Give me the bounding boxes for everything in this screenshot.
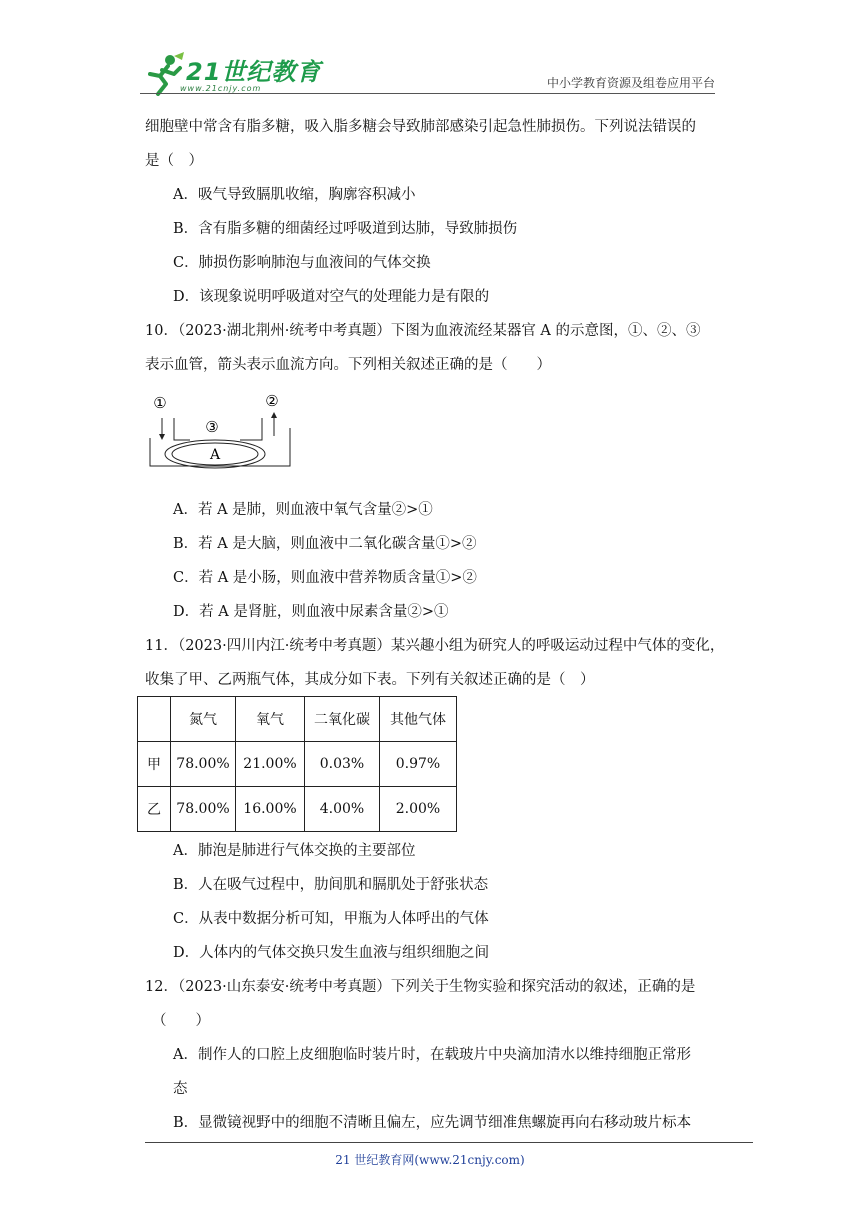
page-header <box>140 44 715 96</box>
table-header-row <box>138 697 457 742</box>
q9-option-c: C．肺损伤影响肺泡与血液间的气体交换 <box>173 255 431 271</box>
q12-stem-line1: 12．（2023·山东泰安·统考中考真题）下列关于生物实验和探究活动的叙述，正确的是 <box>145 979 696 995</box>
q11-stem-line2: 收集了甲、乙两瓶气体，其成分如下表。下列有关叙述正确的是（ ） <box>145 672 595 688</box>
logo-text: 21世纪教育 <box>186 58 322 86</box>
q9-option-d: D．该现象说明呼吸道对空气的处理能力是有限的 <box>173 289 490 305</box>
header-divider <box>140 93 715 94</box>
table-header-cell: 二氧化碳 <box>305 697 380 742</box>
table-cell: 0.97% <box>380 742 457 787</box>
q10-stem-line2: 表示血管，箭头表示血流方向。下列相关叙述正确的是（ ） <box>145 357 551 373</box>
q9-stem-line1: 细胞壁中常含有脂多糖，吸入脂多糖会导致肺部感染引起急性肺损伤。下列说法错误的 <box>145 119 696 135</box>
q11-option-d: D．人体内的气体交换只发生血液与组织细胞之间 <box>173 945 490 961</box>
q12-option-b: B．显微镜视野中的细胞不清晰且偏左，应先调节细准焦螺旋再向右移动玻片标本 <box>173 1115 692 1131</box>
blood-flow-diagram <box>140 388 300 474</box>
table-cell: 78.00% <box>171 787 236 832</box>
q11-option-b: B．人在吸气过程中，肋间肌和膈肌处于舒张状态 <box>173 877 489 893</box>
table-cell: 16.00% <box>236 787 305 832</box>
q9-stem-line2: 是（ ） <box>145 153 203 169</box>
q10-option-d: D．若 A 是肾脏，则血液中尿素含量②>① <box>173 604 449 620</box>
table-row <box>138 787 457 832</box>
vessel-label-3: ③ <box>205 418 219 436</box>
vessel-label-2: ② <box>265 392 279 410</box>
table-header-cell: 氮气 <box>171 697 236 742</box>
table-cell: 甲 <box>138 742 171 787</box>
header-tagline: 中小学教育资源及组卷应用平台 <box>546 76 715 90</box>
footer-divider <box>145 1142 753 1143</box>
table-header-cell: 氧气 <box>236 697 305 742</box>
table-cell: 4.00% <box>305 787 380 832</box>
q10-option-b: B．若 A 是大脑，则血液中二氧化碳含量①>② <box>173 536 477 552</box>
q9-option-b: B．含有脂多糖的细菌经过呼吸道到达肺，导致肺损伤 <box>173 221 518 237</box>
table-cell: 0.03% <box>305 742 380 787</box>
q11-option-c: C．从表中数据分析可知，甲瓶为人体呼出的气体 <box>173 911 489 927</box>
q9-option-a: A．吸气导致膈肌收缩，胸廓容积减小 <box>173 187 416 203</box>
q10-option-a: A．若 A 是肺，则血液中氧气含量②>① <box>173 502 433 518</box>
gas-composition-table <box>137 696 457 832</box>
table-header-cell <box>138 697 171 742</box>
q12-option-a-line2: 态 <box>173 1081 188 1097</box>
q11-stem-line1: 11．（2023·四川内江·统考中考真题）某兴趣小组为研究人的呼吸运动过程中气体的变化， <box>145 638 725 654</box>
table-header-cell: 其他气体 <box>380 697 457 742</box>
table-cell: 2.00% <box>380 787 457 832</box>
q12-stem-line2: （ ） <box>152 1013 210 1029</box>
footer-text: 21 世纪教育网(www.21cnjy.com) <box>335 1153 525 1167</box>
logo-url: www.21cnjy.com <box>180 84 262 93</box>
q11-option-a: A．肺泡是肺进行气体交换的主要部位 <box>173 843 416 859</box>
organ-label: A <box>209 447 221 463</box>
table-cell: 78.00% <box>171 742 236 787</box>
table-cell: 乙 <box>138 787 171 832</box>
q10-stem-line1: 10．（2023·湖北荆州·统考中考真题）下图为血液流经某器官 A 的示意图，①、②、③ <box>145 323 701 339</box>
table-cell: 21.00% <box>236 742 305 787</box>
vessel-label-1: ① <box>153 394 167 412</box>
table-row <box>138 742 457 787</box>
q12-option-a-line1: A．制作人的口腔上皮细胞临时装片时，在载玻片中央滴加清水以维持细胞正常形 <box>173 1047 691 1063</box>
q10-option-c: C．若 A 是小肠，则血液中营养物质含量①>② <box>173 570 477 586</box>
